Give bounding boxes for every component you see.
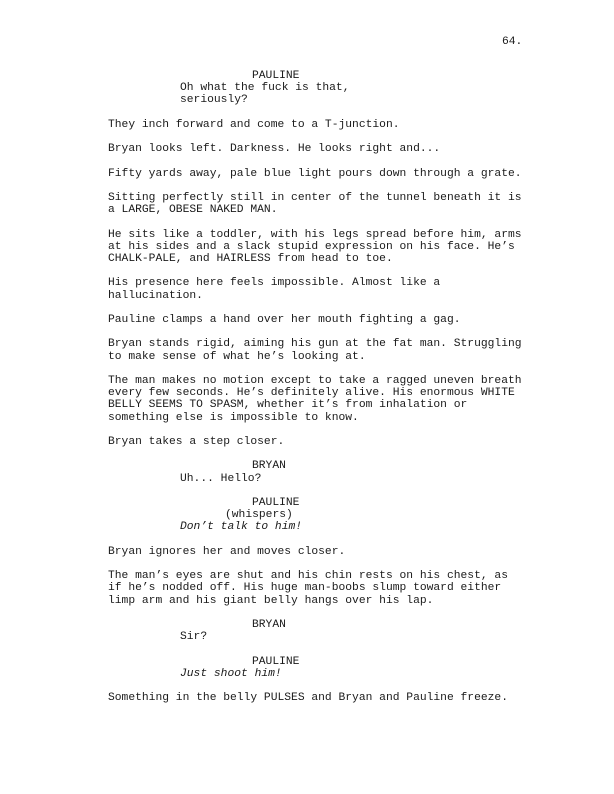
dialogue-line: seriously? [180,94,248,107]
spacer [108,534,548,546]
action-line: Bryan stands rigid, aiming his gun at the fat man. Struggling [108,338,522,351]
action-block [108,338,548,362]
dialogue-line: Sir? [180,631,208,644]
action-block [108,375,548,424]
spacer [108,107,548,119]
spacer [108,558,548,570]
parenthetical: (whispers) [225,509,293,522]
page-number: 64. [502,36,523,48]
character-cue: BRYAN [252,460,286,473]
spacer [108,607,548,619]
spacer [108,180,548,192]
action-line: Pauline clamps a hand over her mouth fighting a gag. [108,313,461,326]
spacer [108,216,548,228]
action-line: Sitting perfectly still in center of the tunnel beneath it is [108,191,522,204]
action-block [108,168,548,180]
action-line: Bryan takes a step closer. [108,435,285,448]
action-block [108,192,548,216]
dialogue-line: Don’t talk to him! [180,521,303,534]
action-line: a LARGE, OBESE NAKED MAN. [108,204,278,217]
dialogue-block [108,521,548,533]
character-cue: PAULINE [252,496,300,509]
action-block [108,570,548,607]
character-cue: PAULINE [252,655,300,668]
character-cue: BRYAN [252,618,286,631]
action-block [108,229,548,266]
dialogue-block [108,631,548,643]
script-content [108,70,548,704]
action-line: Bryan looks left. Darkness. He looks right and... [108,143,441,156]
action-line: Bryan ignores her and moves closer. [108,545,346,558]
action-block [108,436,548,448]
spacer [108,363,548,375]
spacer [108,424,548,436]
spacer [108,448,548,460]
spacer [108,155,548,167]
action-line: His presence here feels impossible. Almost like a [108,277,441,290]
action-block [108,692,548,704]
action-block [108,143,548,155]
action-block [108,277,548,301]
spacer [108,326,548,338]
action-line: CHALK-PALE, and HAIRLESS from head to toe. [108,252,393,265]
dialogue-block [108,473,548,485]
spacer [108,680,548,692]
action-line: Something in the belly PULSES and Bryan and Pauline freeze. [108,692,508,705]
action-line: The man makes no motion except to take a ragged uneven breath [108,374,522,387]
action-line: something else is impossible to know. [108,411,359,424]
action-line: if he’s nodded off. His huge man-boobs slump toward either [108,582,502,595]
action-block [108,546,548,558]
action-line: to make sense of what he’s looking at. [108,350,366,363]
action-block [108,119,548,131]
action-block [108,314,548,326]
action-line: They inch forward and come to a T-junction. [108,118,400,131]
spacer [108,643,548,655]
action-line: He sits like a toddler, with his legs spread before him, arms [108,228,522,241]
dialogue-block [108,668,548,680]
dialogue-line: Oh what the fuck is that, [180,82,350,95]
spacer [108,302,548,314]
dialogue-block [108,82,548,106]
spacer [108,131,548,143]
spacer [108,265,548,277]
dialogue-line: Uh... Hello? [180,472,262,485]
action-line: at his sides and a slack stupid expression on his face. He’s [108,240,515,253]
action-line: BELLY SEEMS TO SPASM, whether it’s from inhalation or [108,399,468,412]
spacer [108,485,548,497]
action-line: hallucination. [108,289,203,302]
action-line: limp arm and his giant belly hangs over his lap. [108,594,434,607]
character-cue: PAULINE [252,70,300,82]
dialogue-line: Just shoot him! [180,667,282,680]
action-line: The man’s eyes are shut and his chin rests on his chest, as [108,570,508,583]
action-line: Fifty yards away, pale blue light pours down through a grate. [108,167,522,180]
action-line: every few seconds. He’s definitely alive. His enormous WHITE [108,387,515,400]
